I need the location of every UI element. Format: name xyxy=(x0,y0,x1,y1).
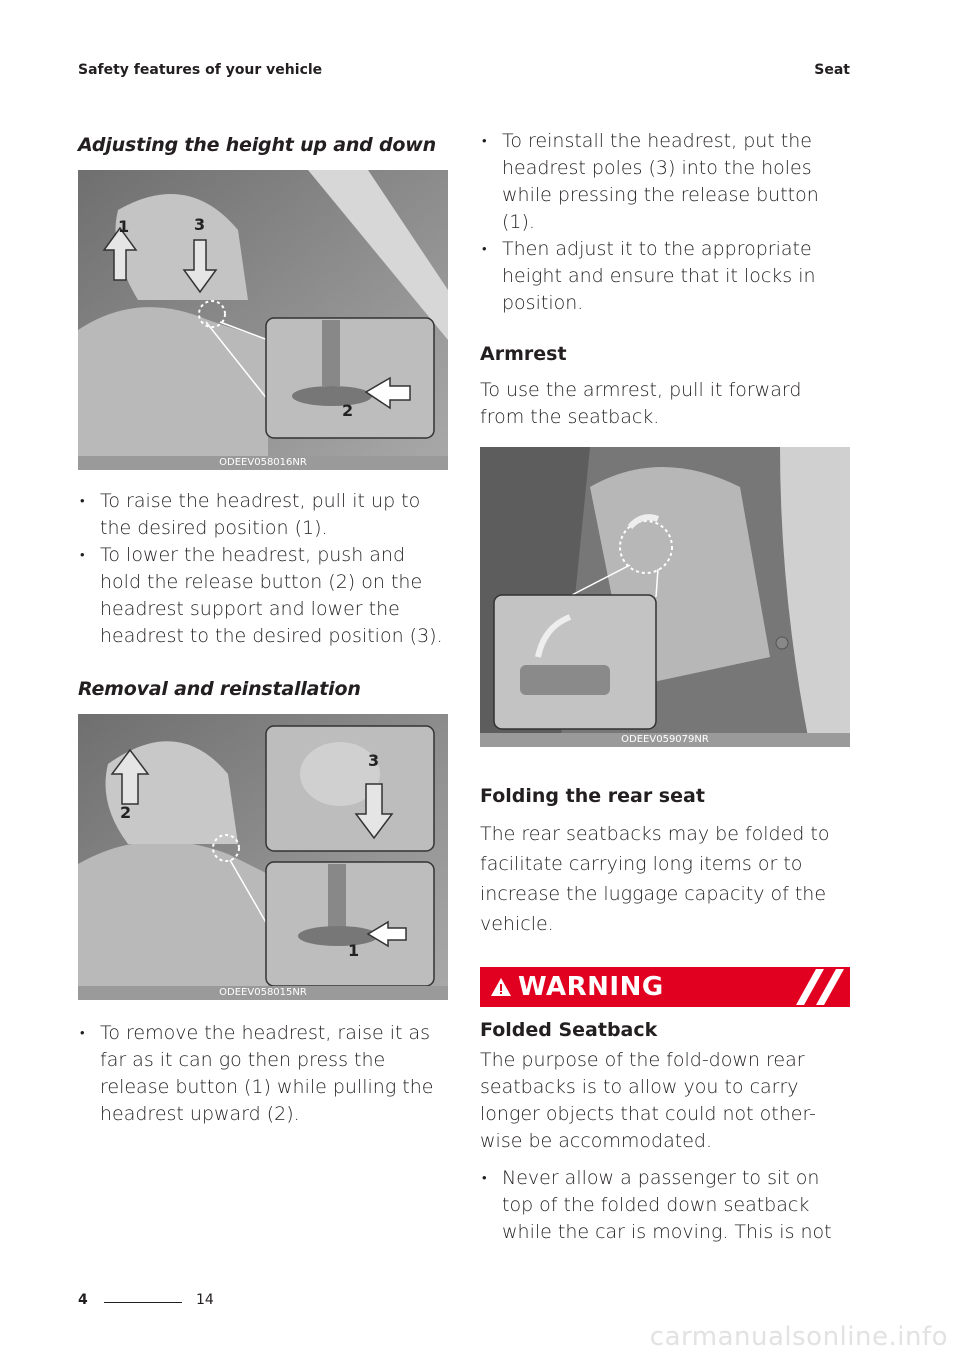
height-adjust-list xyxy=(78,488,448,650)
heading-removal: Removal and reinstallation xyxy=(78,678,361,700)
heading-armrest: Armrest xyxy=(480,343,567,365)
figure-headrest-height xyxy=(78,170,448,470)
headrest-height-illustration xyxy=(78,170,448,470)
list-item: • To lower the headrest, push and hold the release button (2) on the headrest support and lower the headrest to the desired position (3). xyxy=(78,542,448,650)
warning-title: Folded Seatback xyxy=(480,1019,658,1041)
figure-caption: ODEEV058015NR xyxy=(78,986,448,1000)
callout-2: 2 xyxy=(342,401,354,420)
warning-stripes xyxy=(790,967,844,1007)
page-number: 14 xyxy=(196,1292,214,1308)
warning-label: WARNING xyxy=(518,972,664,1002)
watermark: carmanualsonline.info xyxy=(649,1322,948,1352)
heading-adjust-height: Adjusting the height up and down xyxy=(78,134,436,156)
list-item: • To raise the headrest, pull it up to the desired position (1). xyxy=(78,488,448,542)
callout-3: 3 xyxy=(368,751,380,770)
page-footer xyxy=(78,1292,214,1308)
callout-2: 2 xyxy=(120,803,132,822)
warning-triangle-icon xyxy=(490,977,512,997)
chapter-number: 4 xyxy=(78,1292,88,1308)
running-header-section: Safety features of your vehicle xyxy=(78,62,323,78)
list-item: • Never allow a passenger to sit on top of the folded down seatback while the car is moving. This is not xyxy=(480,1165,850,1246)
running-header-topic: Seat xyxy=(814,62,850,78)
armrest-illustration xyxy=(480,447,850,747)
warning-list xyxy=(480,1165,850,1246)
figure-headrest-removal xyxy=(78,714,448,1000)
figure-caption: ODEEV058016NR xyxy=(78,456,448,470)
list-item: • Then adjust it to the appropriate height and ensure that it locks in position. xyxy=(480,236,850,317)
callout-1: 1 xyxy=(348,941,360,960)
warning-text: The purpose of the fold-down rear seatbacks is to allow you to carry longer objects that could not other-wise be accommodated. xyxy=(480,1049,816,1152)
list-item: • To reinstall the headrest, put the headrest poles (3) into the holes while pressing the release button (1). xyxy=(480,128,850,236)
left-column xyxy=(78,128,448,1128)
right-column xyxy=(480,128,850,1246)
footer-divider xyxy=(104,1302,182,1303)
removal-list xyxy=(78,1020,448,1128)
callout-1: 1 xyxy=(118,217,130,236)
callout-3: 3 xyxy=(194,215,206,234)
armrest-text: To use the armrest, pull it forward from the seatback. xyxy=(480,379,802,428)
folding-text: The rear seatbacks may be folded to facilitate carrying long items or to increase the luggage capacity of the vehicle. xyxy=(480,823,830,935)
figure-caption: ODEEV059079NR xyxy=(480,733,850,747)
headrest-removal-illustration xyxy=(78,714,448,1000)
reinstall-list xyxy=(480,128,850,317)
list-item: • To remove the headrest, raise it as far as it can go then press the release button (1) while pulling the headrest upward (2). xyxy=(78,1020,448,1128)
heading-folding-rear-seat: Folding the rear seat xyxy=(480,785,705,807)
figure-armrest xyxy=(480,447,850,747)
warning-banner xyxy=(480,967,850,1007)
